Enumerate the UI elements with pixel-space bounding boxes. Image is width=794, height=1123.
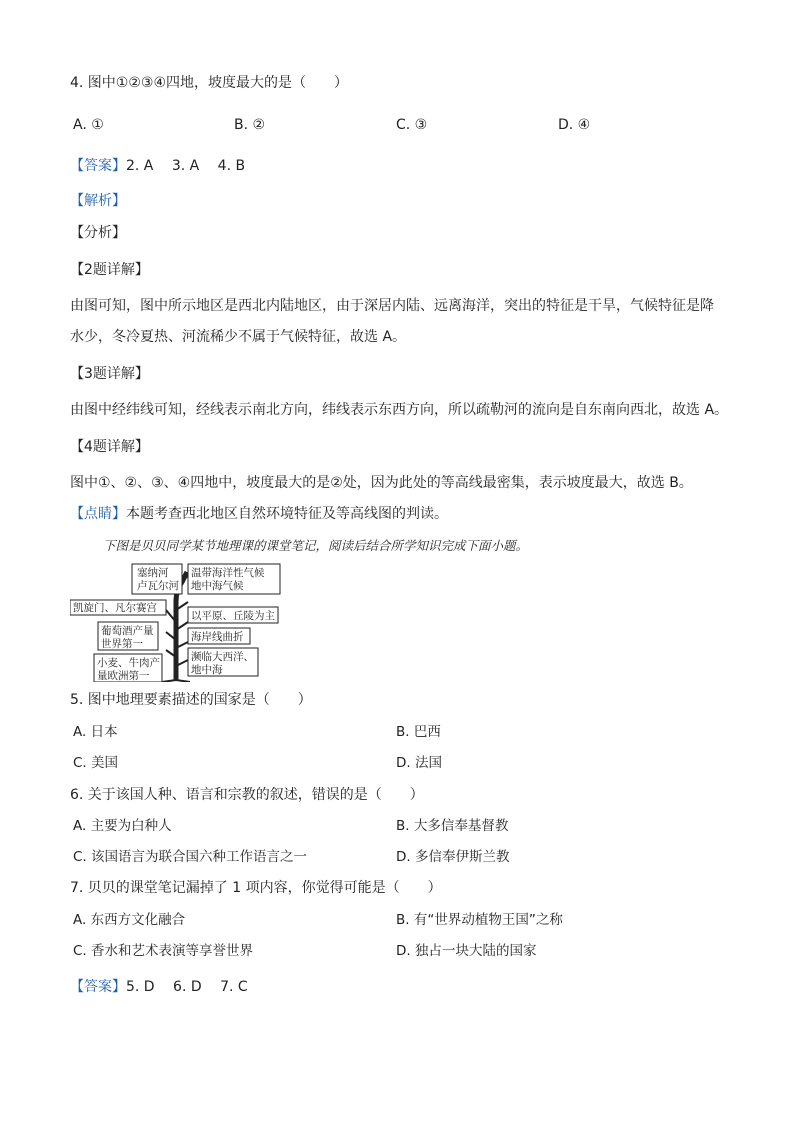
class-notes-tree-diagram (70, 562, 290, 682)
label-sea-1: 濒临大西洋、 (191, 651, 254, 663)
detail3-title: 【3题详解】 (70, 366, 149, 382)
q6-option-a: A. 主要为白种人 (73, 818, 172, 834)
detail4-title: 【4题详解】 (70, 439, 149, 455)
q4-option-c: C. ③ (396, 117, 428, 133)
label-arc-versailles: 凯旋门、凡尔赛宫 (73, 602, 157, 614)
q6-option-d: D. 多信奉伊斯兰教 (396, 849, 510, 865)
detail2-title: 【2题详解】 (70, 262, 149, 278)
q4-option-d: D. ④ (558, 117, 591, 133)
label-wheat-1: 小麦、牛肉产 (97, 657, 160, 669)
dianjing-tag: 【点睛】 (70, 506, 126, 522)
label-seine: 塞纳河 (137, 567, 169, 579)
q4-stem: 4. 图中①②③④四地，坡度最大的是（ ） (70, 75, 349, 91)
answer-text: 2. A 3. A 4. B (126, 158, 246, 174)
q5-option-c: C. 美国 (73, 755, 119, 771)
label-wine-2: 世界第一 (101, 638, 143, 650)
label-climate-1: 温带海洋性气候 (191, 567, 265, 579)
answer-tag: 【答案】 (70, 158, 126, 174)
answer2-text: 5. D 6. D 7. C (126, 979, 248, 995)
answer2-tag: 【答案】 (70, 979, 126, 995)
label-wine-1: 葡萄酒产量 (101, 625, 154, 637)
q4-option-a: A. ① (73, 117, 104, 133)
q7-option-a: A. 东西方文化融合 (73, 912, 186, 928)
label-climate-2: 地中海气候 (191, 580, 244, 592)
dianjing-text: 本题考查西北地区自然环境特征及等高线图的判读。 (126, 506, 448, 522)
q6-option-c: C. 该国语言为联合国六种工作语言之一 (73, 849, 308, 865)
q7-option-d: D. 独占一块大陆的国家 (396, 943, 537, 959)
answer-line-2 (70, 978, 248, 996)
label-wheat-2: 量欧洲第一 (97, 670, 150, 682)
jiexi-tag: 【解析】 (70, 193, 126, 209)
q7-option-b: B. 有“世界动植物王国”之称 (396, 912, 563, 928)
q4-option-b: B. ② (234, 117, 266, 133)
detail2-line2: 水少，冬冷夏热、河流稀少不属于气候特征，故选 A。 (70, 329, 407, 345)
label-sea-2: 地中海 (191, 664, 223, 676)
label-terrain: 以平原、丘陵为主 (191, 610, 275, 622)
dianjing-line (70, 505, 448, 523)
detail3-line1: 由图中经纬线可知，经线表示南北方向，纬线表示东西方向，所以疏勒河的流向是自东南向西北，故选 A。 (70, 402, 729, 418)
q7-stem: 7. 贝贝的课堂笔记漏掉了 1 项内容，你觉得可能是（ ） (70, 880, 442, 896)
q5-stem: 5. 图中地理要素描述的国家是（ ） (70, 692, 312, 708)
q6-option-b: B. 大多信奉基督教 (396, 818, 509, 834)
label-loire: 卢瓦尔河 (137, 580, 179, 592)
detail2-line1: 由图可知，图中所示地区是西北内陆地区，由于深居内陆、远离海洋，突出的特征是干旱，气候特征是降 (70, 298, 714, 314)
detail4-line1: 图中①、②、③、④四地中，坡度最大的是②处，因为此处的等高线最密集，表示坡度最大，故选 B。 (70, 475, 693, 491)
q6-stem: 6. 关于该国人种、语言和宗教的叙述，错误的是（ ） (70, 787, 424, 803)
label-coastline: 海岸线曲折 (191, 631, 244, 643)
answer-line-1 (70, 157, 245, 175)
q5-option-b: B. 巴西 (396, 724, 441, 740)
group-intro: 下图是贝贝同学某节地理课的课堂笔记，阅读后结合所学知识完成下面小题。 (103, 538, 529, 553)
q5-option-d: D. 法国 (396, 755, 442, 771)
q5-option-a: A. 日本 (73, 724, 118, 740)
fenxi-tag: 【分析】 (70, 225, 126, 241)
q7-option-c: C. 香水和艺术表演等享誉世界 (73, 943, 254, 959)
